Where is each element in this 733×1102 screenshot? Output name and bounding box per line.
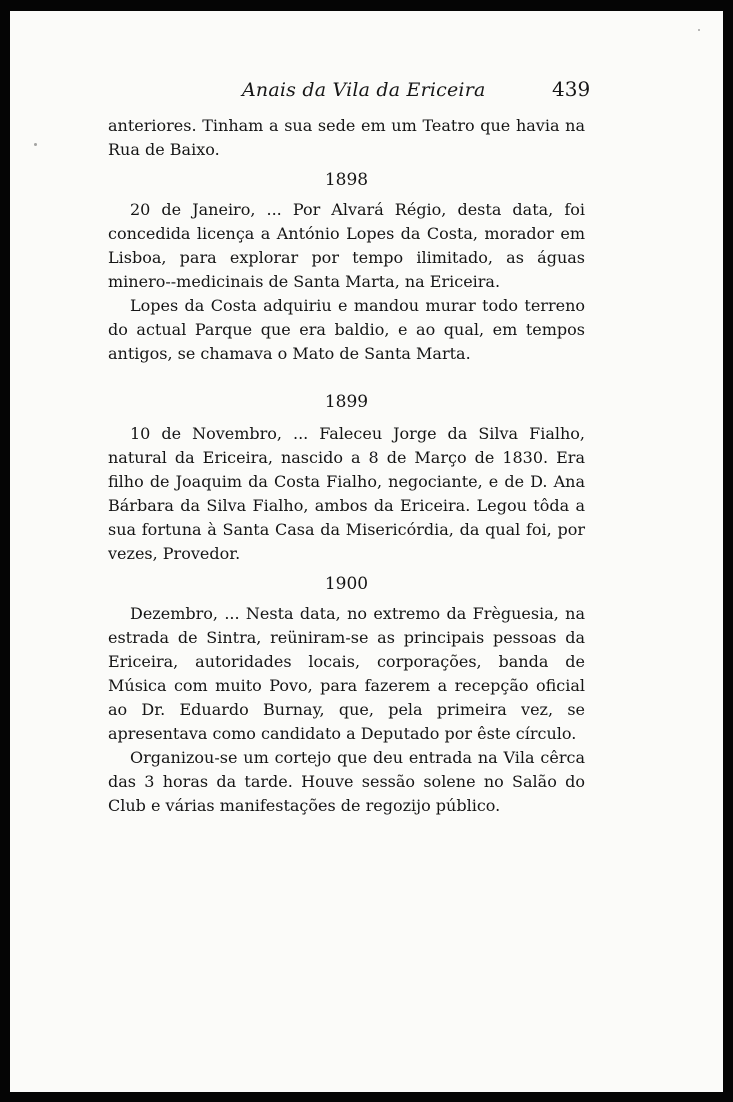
book-page [10, 11, 723, 1092]
paragraph-cortejo: Organizou-se um cortejo que deu entrada na Vila cêrca das 3 horas da tarde. Houve sessão solene no Salão do Club e várias manifestações de regozijo público. [108, 748, 585, 815]
paper-speck [34, 143, 37, 146]
page-header [10, 79, 723, 109]
paragraph-parque: Lopes da Costa adquiriu e mandou murar todo terreno do actual Parque que era baldio, e ao qual, em tempos antigos, se chamava o Mato de Santa Marta. [108, 296, 585, 363]
year-heading-1898: 1898 [324, 170, 369, 190]
running-title: Anais da Vila da Ericeira [242, 79, 486, 101]
paragraph-burnay: Dezembro, ... Nesta data, no extremo da Frèguesia, na estrada de Sintra, reüniram-se as principais pessoas da Ericeira, autoridades locais, corporações, banda de Música com muito Povo, para fazerem a recepção oficial ao Dr. Eduardo Burnay, que, pela primeira vez, se apresentava como candidato a Deputado por êste círculo. [108, 604, 585, 743]
body-text [108, 114, 585, 818]
page-number: 439 [552, 77, 591, 101]
paragraph-continuation: anteriores. Tinham a sua sede em um Teatro que havia na Rua de Baixo. [108, 116, 585, 159]
year-heading-1899: 1899 [324, 392, 369, 412]
paragraph-fialho: 10 de Novembro, ... Faleceu Jorge da Silva Fialho, natural da Ericeira, nascido a 8 de Março de 1830. Era filho de Joaquim da Costa Fialho, negociante, e de D. Ana Bárbara da Silva Fialho, ambos da Ericeira. Legou tôda a sua fortuna à Santa Casa da Misericórdia, da qual foi, por vezes, Provedor. [108, 424, 585, 563]
paragraph-alvara: 20 de Janeiro, ... Por Alvará Régio, desta data, foi concedida licença a António Lopes da Costa, morador em Lisboa, para explorar por tempo ilimitado, as águas minero--medicinais de Santa Marta, na Ericeira. [108, 200, 585, 291]
paper-speck [698, 29, 700, 31]
year-heading-1900: 1900 [324, 574, 369, 594]
